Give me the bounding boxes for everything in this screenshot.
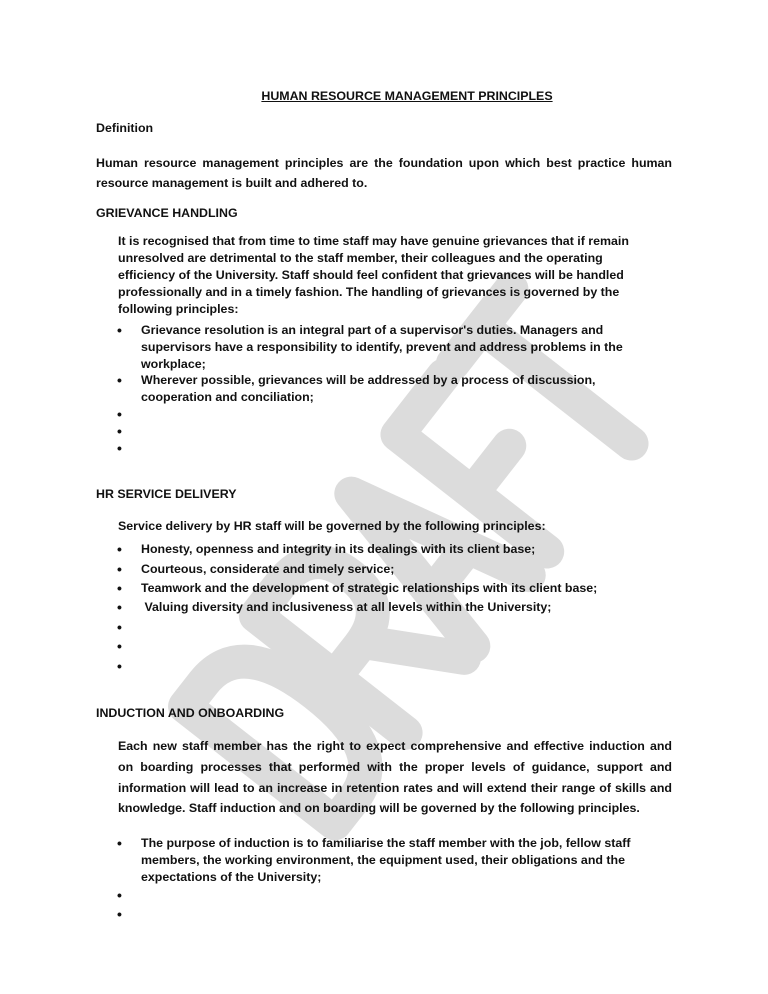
induction-intro-line: Each new staff member has the right to expect comprehensive and effective induction and <box>118 739 672 753</box>
grievance-bullet-line: Wherever possible, grievances will be addressed by a process of discussion, <box>141 373 596 387</box>
grievance-bullet-line: supervisors have a responsibility to identify, prevent and address problems in the <box>141 340 623 354</box>
empty-bullet-icon: • <box>117 423 122 439</box>
grievance-intro-line: unresolved are detrimental to the staff member, their colleagues and the operating <box>118 251 603 265</box>
grievance-bullet-line: cooperation and conciliation; <box>141 390 314 404</box>
page-title: HUMAN RESOURCE MANAGEMENT PRINCIPLES <box>261 89 553 103</box>
service-bullet: Valuing diversity and inclusiveness at all levels within the University; <box>141 600 552 614</box>
empty-bullet-icon: • <box>117 406 122 422</box>
grievance-intro-line: It is recognised that from time to time staff may have genuine grievances that if remain <box>118 234 629 248</box>
definition-text-line: Human resource management principles are the foundation upon which best practice human <box>96 156 672 170</box>
grievance-bullet-line: Grievance resolution is an integral part of a supervisor's duties. Managers and <box>141 323 604 337</box>
empty-bullet-icon: • <box>117 658 122 674</box>
empty-bullet-icon: • <box>117 887 122 903</box>
service-intro: Service delivery by HR staff will be governed by the following principles: <box>118 519 546 533</box>
bullet-icon: • <box>117 835 122 851</box>
empty-bullet-icon: • <box>117 638 122 654</box>
induction-intro-line: information will lead to an increase in retention rates and will extend their range of skills and <box>118 781 672 795</box>
empty-bullet-icon: • <box>117 619 122 635</box>
induction-bullet-line: expectations of the University; <box>141 870 322 884</box>
bullet-icon: • <box>117 322 122 338</box>
definition-text-line: resource management is built and adhered to. <box>96 176 368 190</box>
bullet-icon: • <box>117 580 122 596</box>
definition-heading: Definition <box>96 121 154 135</box>
grievance-intro-line: following principles: <box>118 302 239 316</box>
empty-bullet-icon: • <box>117 906 122 922</box>
empty-bullet-icon: • <box>117 440 122 456</box>
bullet-icon: • <box>117 372 122 388</box>
service-bullet: Courteous, considerate and timely service; <box>141 562 395 576</box>
induction-intro-line: knowledge. Staff induction and on boarding will be governed by the following principles. <box>118 801 640 815</box>
bullet-icon: • <box>117 599 122 615</box>
bullet-icon: • <box>117 541 122 557</box>
service-bullet: Teamwork and the development of strategic relationships with its client base; <box>141 581 598 595</box>
grievance-intro-line: efficiency of the University. Staff should feel confident that grievances will be handled <box>118 268 624 282</box>
grievance-heading: GRIEVANCE HANDLING <box>96 206 238 220</box>
induction-heading: INDUCTION AND ONBOARDING <box>96 706 285 720</box>
induction-intro-line: on boarding processes that performed with the proper levels of guidance, support and <box>118 760 672 774</box>
grievance-intro-line: professionally and in a timely fashion. The handling of grievances is governed by the <box>118 285 620 299</box>
service-heading: HR SERVICE DELIVERY <box>96 487 237 501</box>
grievance-bullet-line: workplace; <box>141 357 206 371</box>
induction-bullet-line: members, the working environment, the equipment used, their obligations and the <box>141 853 625 867</box>
induction-bullet-line: The purpose of induction is to familiarise the staff member with the job, fellow staff <box>141 836 631 850</box>
service-bullet: Honesty, openness and integrity in its dealings with its client base; <box>141 542 536 556</box>
bullet-icon: • <box>117 561 122 577</box>
